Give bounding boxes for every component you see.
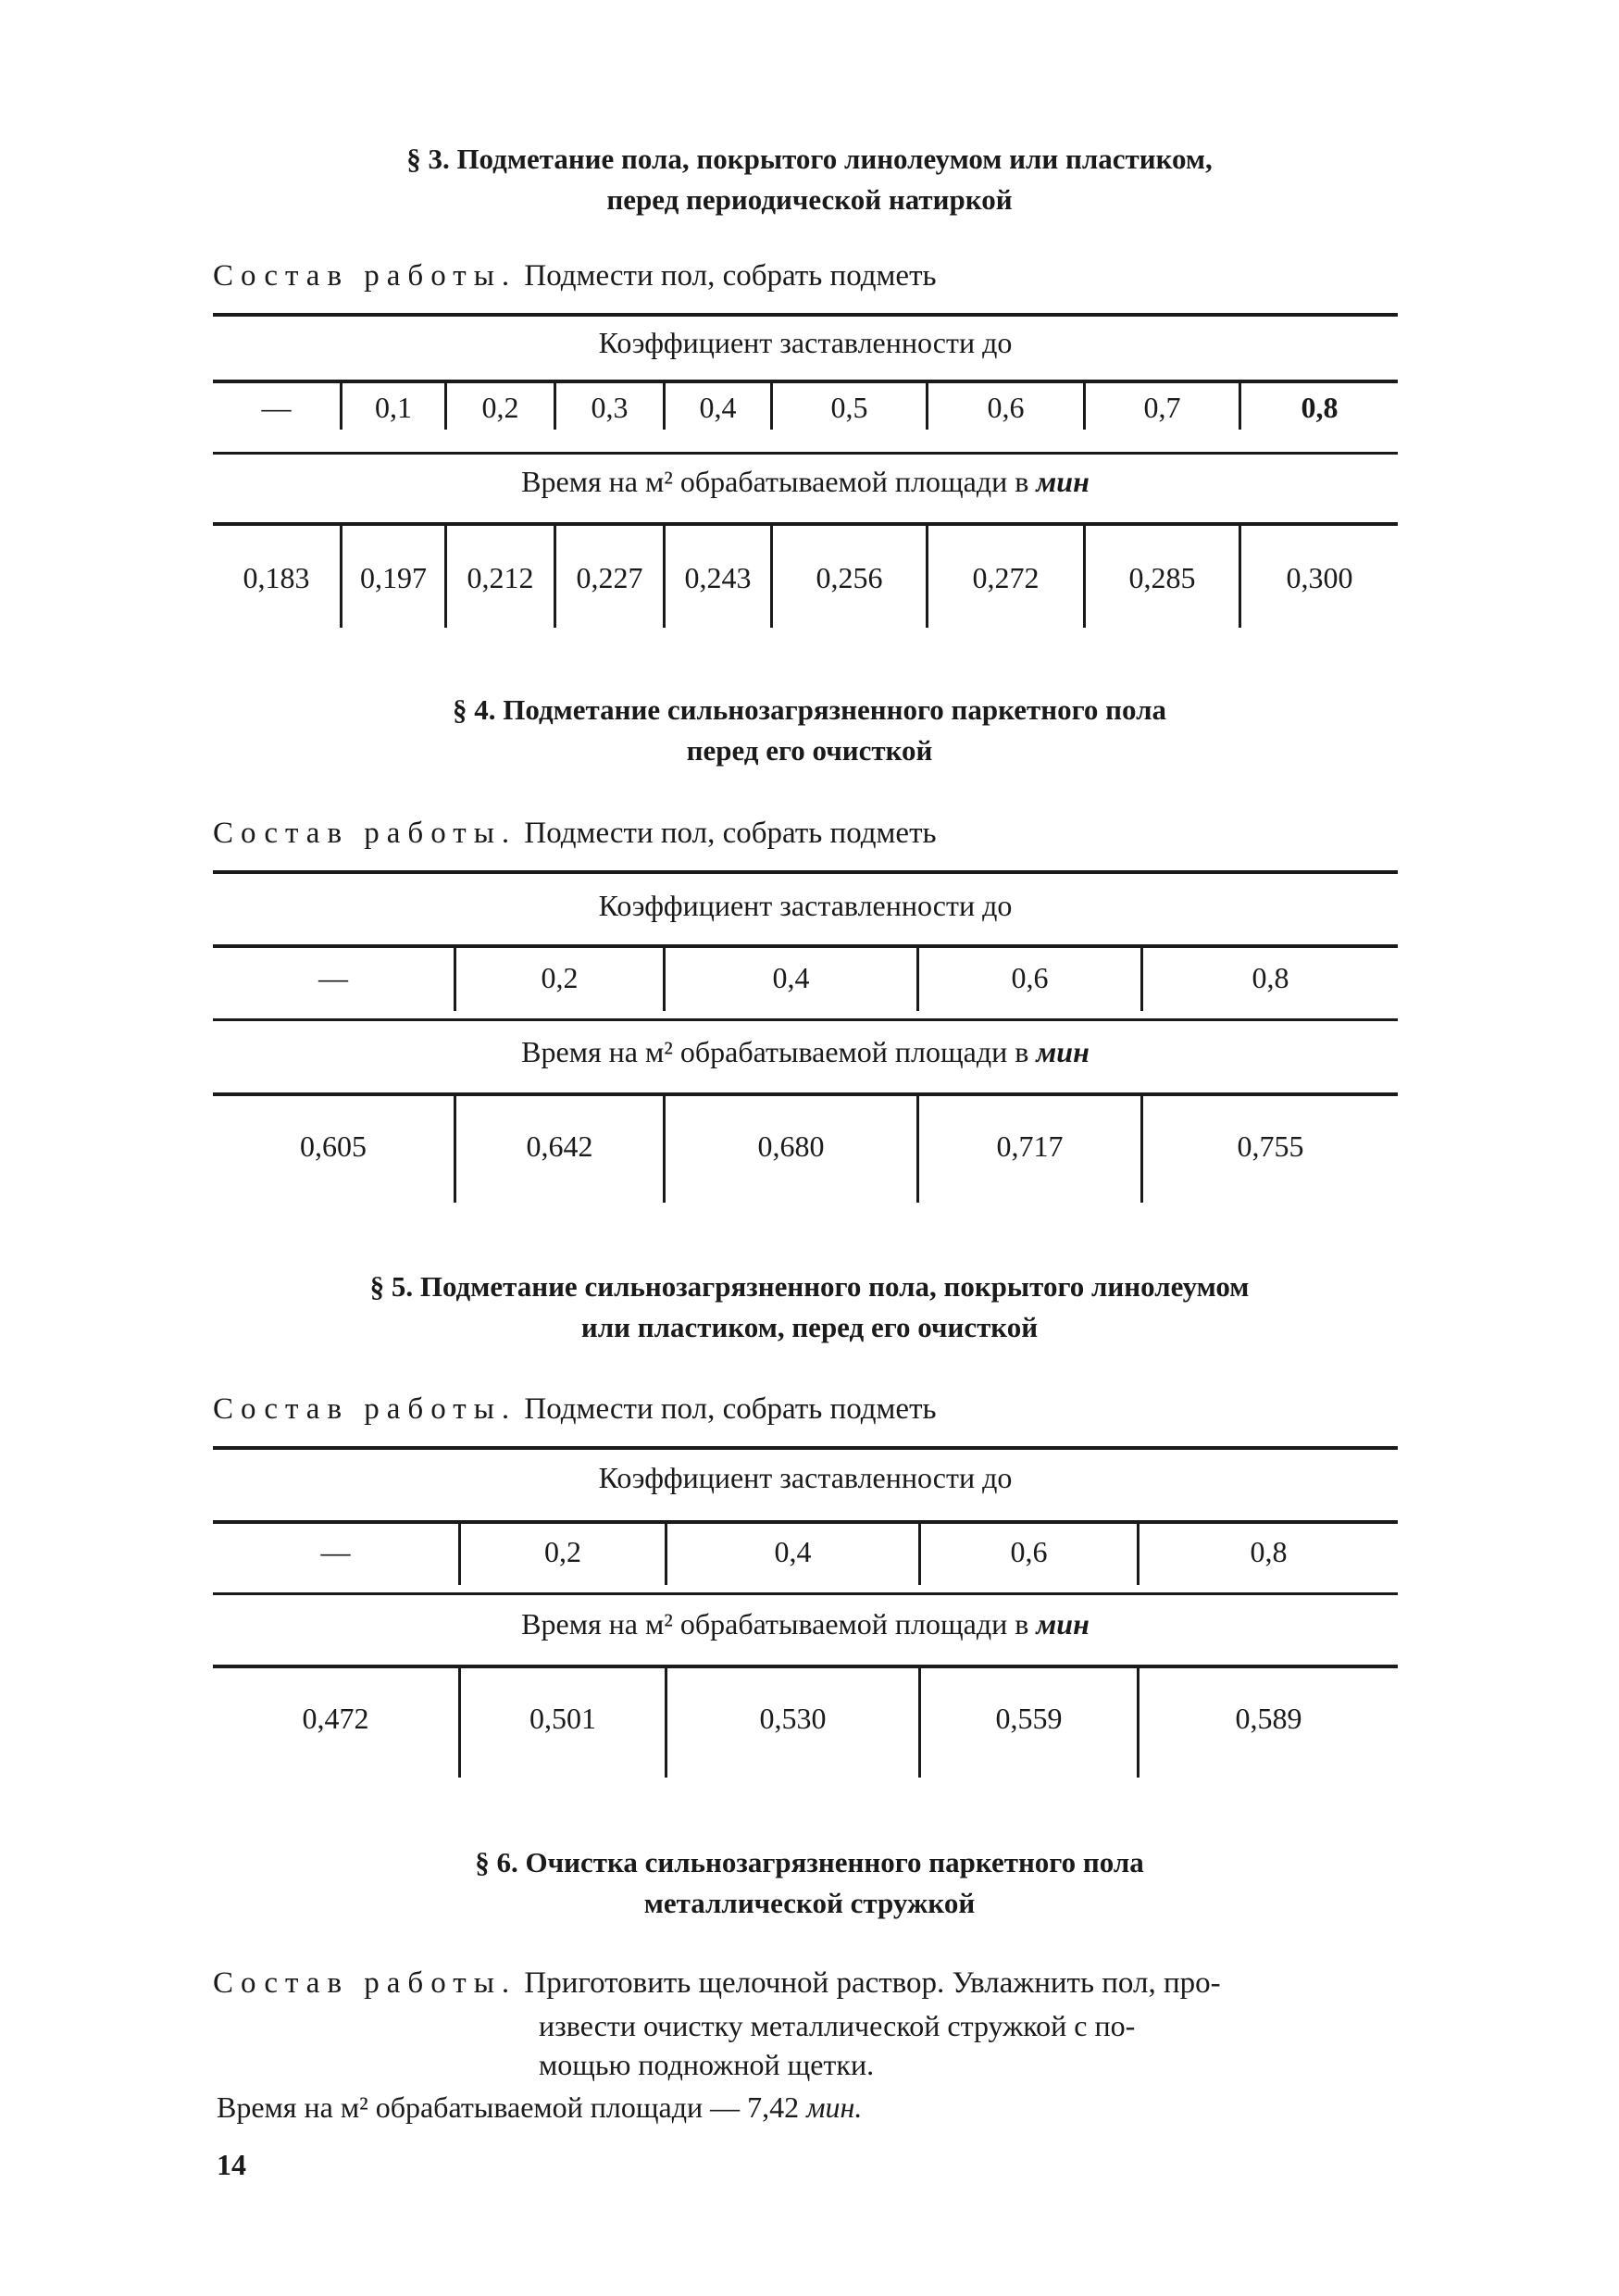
section-6-time: Время на м² обрабатываемой площади — 7,42 мин.	[217, 2090, 863, 2124]
section-4-title: § 4. Подметание сильнозагрязненного паркетного пола перед его очисткой	[453, 693, 1166, 767]
coef-cell: 0,7	[1143, 391, 1181, 424]
coef-cell: 0,4	[774, 1535, 812, 1568]
time-cell: 0,197	[360, 561, 427, 594]
section-6-composition-line2: извести очистку металлической стружкой с по-	[539, 2009, 1136, 2042]
coef-cell: 0,8	[1252, 961, 1289, 994]
time-cell: 0,501	[529, 1702, 596, 1735]
coef-cell: 0,3	[591, 391, 629, 424]
section-6-title: § 6. Очистка сильнозагрязненного паркетного пола металлической стружкой	[475, 1846, 1144, 1919]
coef-header: Коэффициент заставленности до	[598, 1461, 1013, 1494]
time-header: Время на м² обрабатываемой площади в мин	[521, 465, 1090, 498]
time-cell: 0,183	[243, 561, 310, 594]
coef-cell: 0,5	[830, 391, 868, 424]
coef-cell: 0,6	[1011, 961, 1049, 994]
coef-cell: 0,4	[699, 391, 737, 424]
time-cell: 0,530	[759, 1702, 827, 1735]
coef-cell: 0,6	[1010, 1535, 1048, 1568]
section-5-title: § 5. Подметание сильнозагрязненного пола, покрытого линолеумом или пластиком, перед его очисткой	[369, 1270, 1250, 1343]
section-6-composition: Состав работы. Приготовить щелочной раствор. Увлажнить пол, про-	[213, 1966, 1221, 2000]
coef-cell: 0,8	[1301, 391, 1339, 424]
section-3-title: § 3. Подметание пола, покрытого линолеумом или пластиком, перед периодической натиркой	[406, 143, 1213, 216]
time-cell: 0,755	[1237, 1129, 1304, 1163]
time-cell: 0,272	[972, 561, 1040, 594]
time-cell: 0,717	[996, 1129, 1064, 1163]
section-5-table	[213, 1446, 1398, 1789]
time-header: Время на м² обрабатываемой площади в мин	[521, 1607, 1090, 1641]
section-5-composition: Состав работы. Подмести пол, собрать подметь	[213, 1392, 937, 1426]
time-cell: 0,300	[1286, 561, 1353, 594]
time-cell: 0,212	[467, 561, 534, 594]
coef-cell: 0,2	[544, 1535, 581, 1568]
page-number: 14	[217, 2148, 246, 2181]
time-cell: 0,589	[1235, 1702, 1302, 1735]
coef-header: Коэффициент заставленности до	[598, 889, 1013, 922]
coef-cell: 0,6	[987, 391, 1025, 424]
coef-cell: —	[318, 961, 348, 994]
coef-cell: 0,1	[375, 391, 412, 424]
time-cell: 0,227	[576, 561, 643, 594]
time-cell: 0,285	[1128, 561, 1196, 594]
section-6-composition-line3: мощью подножной щетки.	[539, 2048, 875, 2081]
coef-cell: 0,2	[481, 391, 519, 424]
time-cell: 0,243	[684, 561, 752, 594]
coef-cell: 0,8	[1250, 1535, 1288, 1568]
section-4-table	[213, 870, 1398, 1213]
coef-cell: 0,2	[541, 961, 579, 994]
time-cell: 0,642	[526, 1129, 593, 1163]
coef-header: Коэффициент заставленности до	[598, 326, 1013, 359]
time-cell: 0,472	[302, 1702, 369, 1735]
section-3-table	[213, 313, 1398, 637]
coef-cell: —	[320, 1535, 351, 1568]
time-cell: 0,680	[757, 1129, 825, 1163]
section-4-composition: Состав работы. Подмести пол, собрать подметь	[213, 817, 937, 850]
time-cell: 0,256	[816, 561, 883, 594]
section-3-composition: Состав работы. Подмести пол, собрать подметь	[213, 259, 937, 293]
coef-cell: 0,4	[772, 961, 810, 994]
coef-cell: —	[261, 391, 292, 424]
time-cell: 0,559	[995, 1702, 1063, 1735]
time-header: Время на м² обрабатываемой площади в мин	[521, 1035, 1090, 1068]
time-cell: 0,605	[300, 1129, 367, 1163]
